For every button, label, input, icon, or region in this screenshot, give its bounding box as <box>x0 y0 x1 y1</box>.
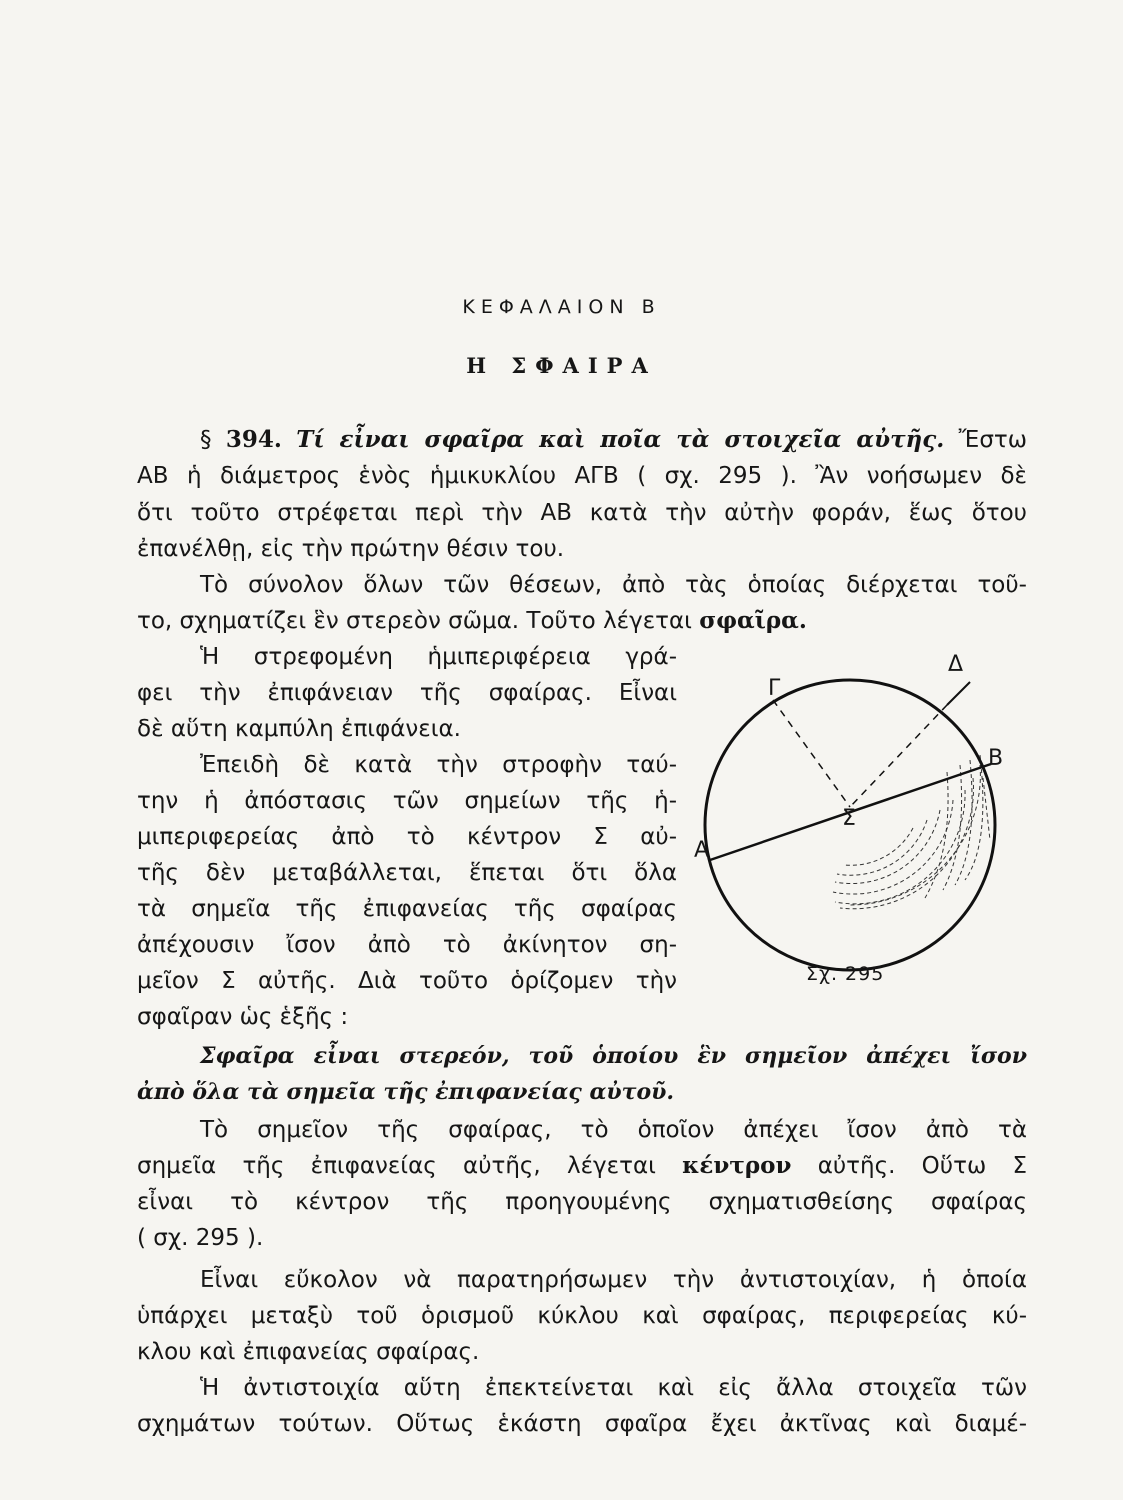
text-line: Τὸ σύνολον ὅλων τῶν θέσεων, ἀπὸ τὰς ὁποίας διέρχεται τοῦ- <box>200 572 1027 598</box>
radius-delta <box>850 705 947 807</box>
text-line: φει τὴν ἐπιφάνειαν τῆς σφαίρας. Εἶναι <box>137 680 677 706</box>
text-span: το, σχηματίζει ἓν στερεὸν σῶμα. Τοῦτο λέγεται <box>137 608 692 634</box>
text-line: ἀπέχουσιν ἴσον ἀπὸ τὸ ἀκίνητον ση- <box>137 932 677 958</box>
section-number: 394. <box>225 426 282 453</box>
chapter-heading: ΚΕΦΑΛΑΙΟΝ Β <box>462 296 661 318</box>
definition-line: ἀπὸ ὅλα τὰ σημεῖα τῆς ἐπιφανείας αὐτοῦ. <box>137 1079 675 1105</box>
definition-line: Σφαῖρα εἶναι στερεόν, τοῦ ὁποίου ἓν σημεῖον ἀπέχει ἴσον <box>200 1043 1027 1069</box>
text-line: ὅτι τοῦτο στρέφεται περὶ τὴν ΑΒ κατὰ τὴν αὐτὴν φοράν, ἕως ὅτου <box>137 500 1027 526</box>
text-line: Τὸ σημεῖον τῆς σφαίρας, τὸ ὁποῖον ἀπέχει ἴσον ἀπὸ τὰ <box>200 1117 1027 1143</box>
text-line: ὑπάρχει μεταξὺ τοῦ ὁρισμοῦ κύκλου καὶ σφαίρας, περιφερείας κύ- <box>137 1303 1027 1329</box>
radius-gamma <box>773 700 850 807</box>
text-line: δὲ αὕτη καμπύλη ἐπιφάνεια. <box>137 716 461 742</box>
delta-extension <box>947 682 970 705</box>
text-line: Εἶναι εὔκολον νὰ παρατηρήσωμεν τὴν ἀντιστοιχίαν, ἡ ὁποία <box>200 1267 1027 1293</box>
text-line <box>137 1150 1027 1182</box>
text-line: κλου καὶ ἐπιφανείας σφαίρας. <box>137 1339 480 1365</box>
label-delta: Δ <box>948 652 964 677</box>
text-span: σημεῖα τῆς ἐπιφανείας αὐτῆς, λέγεται <box>137 1153 656 1179</box>
text-span: αὐτῆς. Οὕτω Σ <box>817 1153 1028 1179</box>
section-heading <box>200 424 1027 456</box>
section-heading-rest: Ἔστω <box>958 427 1028 453</box>
section-symbol: § <box>200 427 212 453</box>
section-title: Τί εἶναι σφαῖρα καὶ ποῖα τὰ στοιχεῖα αὐτῆς. <box>296 426 945 453</box>
text-line: ἐπανέλθῃ, εἰς τὴν πρώτην θέσιν του. <box>137 536 565 562</box>
text-line: τῆς δὲν μεταβάλλεται, ἕπεται ὅτι ὅλα <box>137 860 677 886</box>
text-line: εἶναι τὸ κέντρον τῆς προηγουμένης σχηματισθείσης σφαίρας <box>137 1189 1027 1215</box>
text-line: τὰ σημεῖα τῆς ἐπιφανείας τῆς σφαίρας <box>137 896 677 922</box>
text-line: σφαῖραν ὡς ἑξῆς : <box>137 1004 349 1030</box>
label-gamma: Γ <box>768 676 781 701</box>
text-line: Ἡ ἀντιστοιχία αὕτη ἐπεκτείνεται καὶ εἰς ἄλλα στοιχεῖα τῶν <box>200 1375 1027 1401</box>
text-line: σχημάτων τούτων. Οὕτως ἑκάστη σφαῖρα ἔχει ἀκτῖνας καὶ διαμέ- <box>137 1411 1027 1437</box>
label-sigma: Σ <box>842 806 856 831</box>
label-alpha: Α <box>694 838 710 863</box>
text-line: ( σχ. 295 ). <box>137 1225 264 1251</box>
sphere-shading <box>833 755 990 909</box>
text-line: μιπεριφερείας ἀπὸ τὸ κέντρον Σ αὐ- <box>137 824 677 850</box>
label-beta: Β <box>988 746 1004 771</box>
text-line <box>137 605 1027 637</box>
figure-caption: Σχ. 295 <box>806 963 885 985</box>
text-line: Ἡ στρεφομένη ἡμιπεριφέρεια γρά- <box>200 644 677 670</box>
text-line: μεῖον Σ αὐτῆς. Διὰ τοῦτο ὁρίζομεν τὴν <box>137 968 677 994</box>
text-line: ΑΒ ἡ διάμετρος ἑνὸς ἡμικυκλίου ΑΓΒ ( σχ. 295 ). Ἂν νοήσωμεν δὲ <box>137 463 1027 489</box>
term-sphere: σφαῖρα. <box>699 607 807 634</box>
text-line: Ἐπειδὴ δὲ κατὰ τὴν στροφὴν ταύ- <box>200 752 677 778</box>
term-center: κέντρον <box>682 1152 792 1179</box>
text-line: την ἡ ἀπόστασις τῶν σημείων τῆς ἡ- <box>137 788 677 814</box>
chapter-title: Η ΣΦΑΙΡΑ <box>466 353 657 378</box>
